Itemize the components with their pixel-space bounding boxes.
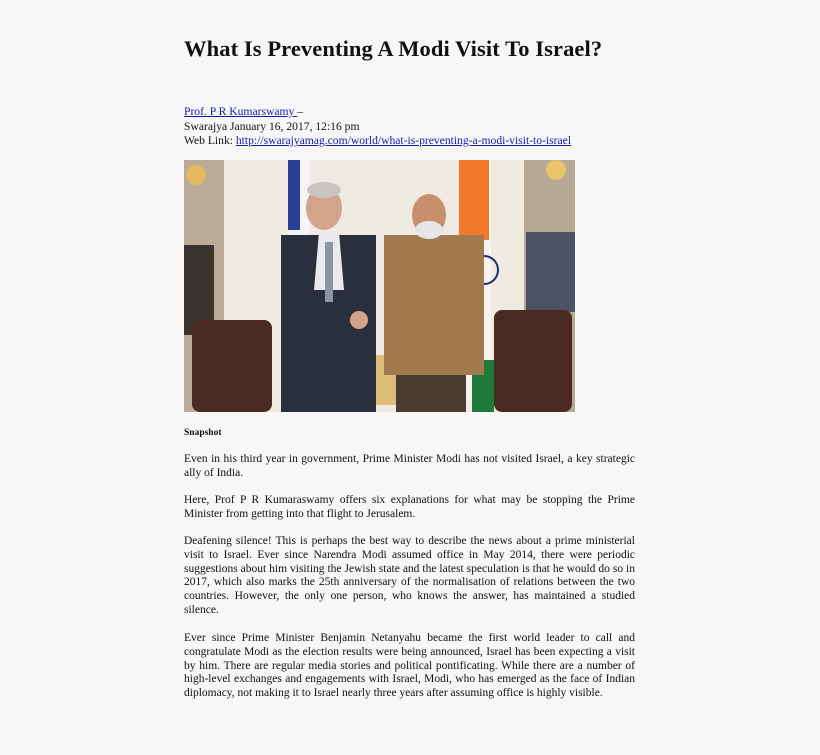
source-date: Swarajya January 16, 2017, 12:16 pm xyxy=(184,119,360,133)
paragraph: Even in his third year in government, Prime Minister Modi has not visited Israel, a key strategic ally of India. xyxy=(184,453,635,479)
weblink-label: Web Link: xyxy=(184,134,236,147)
paragraph: Deafening silence! This is perhaps the best way to describe the news about a prime ministerial visit to Israel. Ever since Narendra Modi assumed office in May 2014, there were periodic suggestions about him visiting the Jewish state and the latest speculation is that he would do so in 2017, which also marks the 25th anniversary of the normalisation of relations between the two countries. However, the only one person, who knows the answer, has maintained a studied silence. xyxy=(184,535,635,616)
byline xyxy=(184,105,571,149)
article-title: What Is Preventing A Modi Visit To Israel? xyxy=(184,36,603,61)
section-label: Snapshot xyxy=(184,428,222,438)
author-link[interactable]: Prof. P R Kumarswamy xyxy=(184,105,298,118)
weblink-url[interactable]: http://swarajyamag.com/world/what-is-preventing-a-modi-visit-to-israel xyxy=(235,134,572,147)
paragraph: Here, Prof P R Kumaraswamy offers six explanations for what may be stopping the Prime Minister from getting into that flight to Jerusalem. xyxy=(184,494,635,520)
article-photo xyxy=(184,160,575,412)
author-dash: – xyxy=(297,105,304,118)
paragraph: Ever since Prime Minister Benjamin Netanyahu became the first world leader to call and congratulate Modi as the election results were being announced, Israel has been expecting a visit by him. There are regular media stories and political pontificating. While there are a number of high-level exchanges and engagements with Israel, Modi, who has emerged as the face of Indian diplomacy, not making it to Israel nearly three years after assuming office is highly visible. xyxy=(184,632,635,700)
